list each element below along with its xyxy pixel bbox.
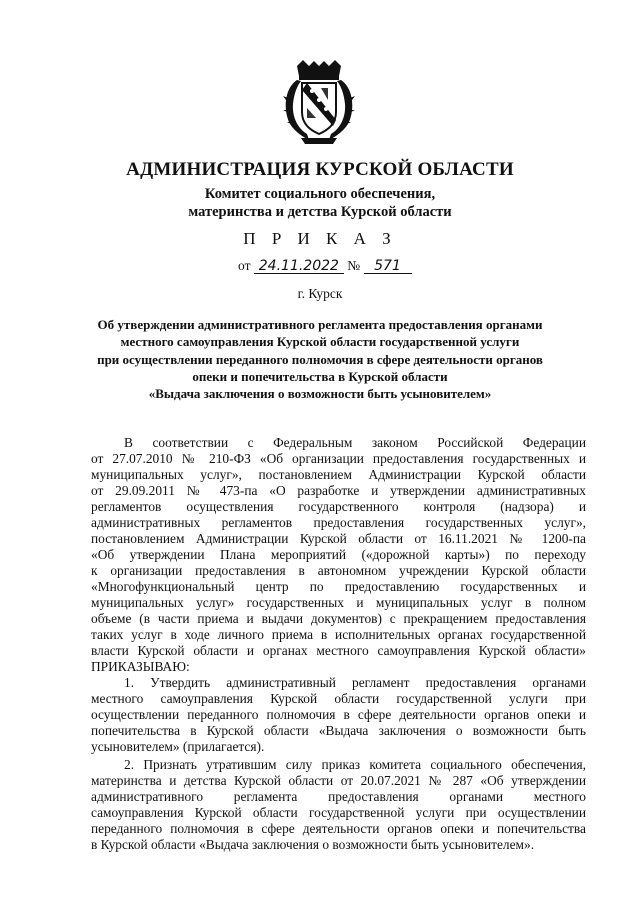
organization-title: АДМИНИСТРАЦИЯ КУРСКОЙ ОБЛАСТИ	[126, 159, 514, 180]
body-line: усыновителем» (прилагается).	[91, 739, 265, 754]
body-line: «Многофункциональный центр по предоставлению государственных и	[91, 579, 586, 594]
body-line: «Об утверждении Плана мероприятий («дорожной карты») по переходу	[91, 547, 586, 562]
subject-line: местного самоуправления Курской области государственной услуги	[120, 334, 520, 350]
body-line: от 29.09.2011 № 473-па «О разработке и утверждении административных	[91, 483, 586, 498]
body-line: 1. Утвердить административный регламент предоставления органами	[124, 675, 586, 690]
number-prefix: №	[347, 258, 361, 273]
body-line: 2. Признать утратившим силу приказ комитета социального обеспечения,	[124, 757, 586, 772]
order-date: 24.11.2022	[254, 259, 344, 274]
body-line: попечительства в Курской области «Выдача заключения о возможности быть	[91, 723, 586, 738]
committee-name-line-1: Комитет социального обеспечения,	[204, 186, 436, 202]
order-number: 571	[364, 259, 412, 274]
subject-line: при осуществлении переданного полномочия в сфере деятельности органов	[97, 351, 543, 367]
body-line: осуществлении переданного полномочия в сфере деятельности органов опеки и	[91, 707, 586, 722]
body-line: муниципальных услуг» государственных и муниципальных услуг в полном	[91, 595, 586, 610]
body-line: ПРИКАЗЫВАЮ:	[91, 659, 190, 674]
subject-line: «Выдача заключения о возможности быть усыновителем»	[148, 386, 492, 402]
order-subject	[80, 316, 560, 402]
city: г. Курск	[297, 286, 343, 301]
body-line: от 27.07.2010 № 210-ФЗ «Об организации предоставления государственных и	[91, 451, 586, 466]
body-line: административных регламентов предоставления государственных услуг»,	[91, 515, 586, 530]
body-line: к организации предоставления в автономном учреждении Курской области	[91, 563, 586, 578]
body-line: административного регламента предоставления органами местного	[91, 789, 586, 804]
committee-name-line-2: материнства и детства Курской области	[188, 204, 452, 220]
order-date-number	[238, 258, 412, 274]
body-line: постановлением Администрации Курской области от 16.11.2021 № 1200-па	[91, 531, 586, 546]
subject-line: опеки и попечительства в Курской области	[192, 368, 448, 384]
body-line: переданного полномочия в сфере деятельности органов опеки и попечительства	[91, 821, 586, 836]
subject-line: Об утверждении административного регламента предоставления органами	[97, 317, 543, 332]
body-line: самоуправления Курской области государственной услуги при осуществлении	[91, 805, 586, 820]
body-line: материнства и детства Курской области от 20.07.2021 № 287 «Об утверждении	[91, 773, 586, 788]
body-line: муниципальных услуг», постановлением Администрации Курской области	[91, 467, 586, 482]
order-title: П Р И К А З	[243, 229, 397, 248]
body-line: объеме (в части приема и выдачи документов) с прекращением предоставления	[91, 611, 586, 626]
body-line: местного самоуправления Курской области государственной услуги при	[91, 691, 586, 706]
body-line: власти Курской области и органах местного самоуправления Курской области»	[91, 643, 586, 658]
body-line: таких услуг в ходе личного приема в исполнительных органах государственной	[91, 627, 586, 642]
coat-of-arms-icon	[283, 60, 355, 146]
body-line: в Курской области «Выдача заключения о возможности быть усыновителем».	[91, 837, 535, 852]
date-prefix: от	[238, 258, 251, 273]
body-line: В соответствии с Федеральным законом Российской Федерации	[124, 435, 586, 450]
body-line: регламентов осуществления государственного контроля (надзора) и	[91, 499, 586, 514]
